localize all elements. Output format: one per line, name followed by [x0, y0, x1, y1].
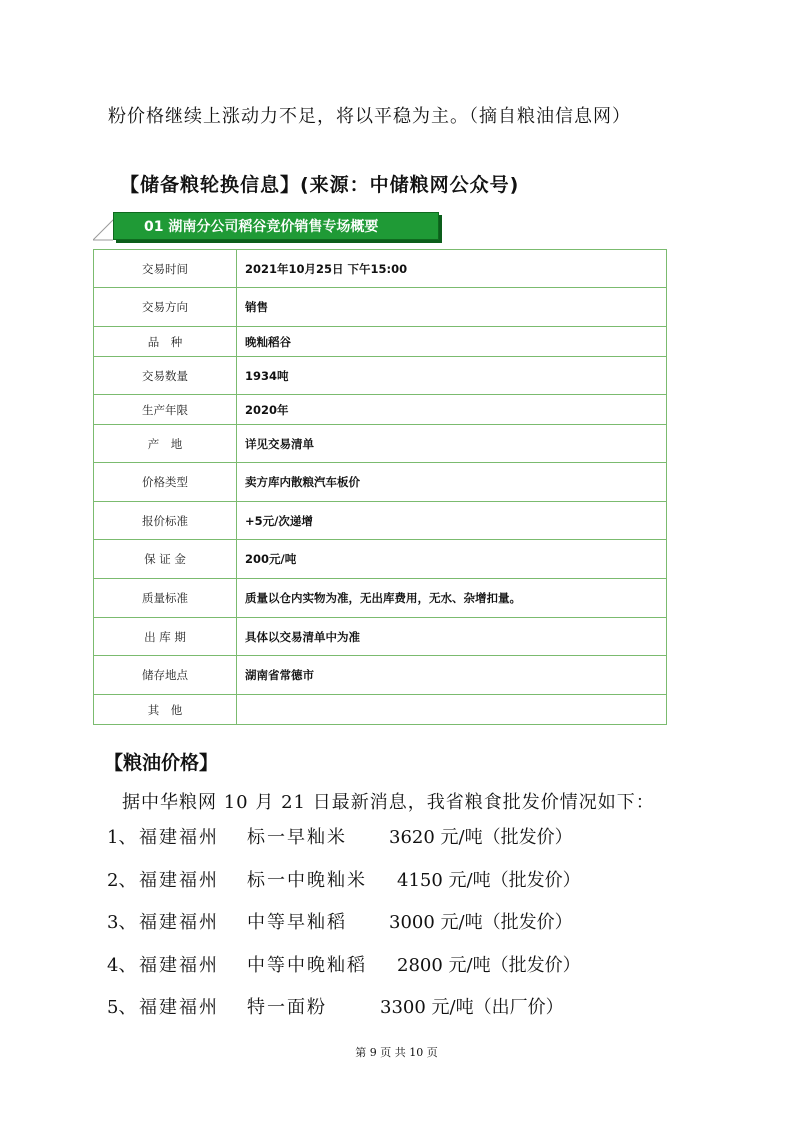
top-paragraph: 粉价格继续上涨动力不足，将以平稳为主。（摘自粮油信息网）	[108, 106, 631, 127]
item-number: 2、	[107, 870, 137, 891]
row-value: 1934吨	[237, 357, 667, 395]
item-price: 3620 元/吨（批发价）	[389, 827, 573, 848]
item-price: 3300 元/吨（出厂价）	[380, 997, 564, 1018]
row-value: 湖南省常德市	[237, 656, 667, 695]
item-variety: 中等中晚籼稻	[247, 955, 367, 976]
item-location: 福建福州	[139, 827, 219, 848]
price-intro: 据中华粮网 10 月 21 日最新消息，我省粮食批发价情况如下：	[122, 792, 655, 813]
price-section-heading: 【粮油价格】	[104, 752, 219, 774]
row-label: 保 证 金	[94, 540, 237, 579]
row-label: 交易方向	[94, 288, 237, 327]
row-value: 详见交易清单	[237, 425, 667, 463]
item-variety: 标一早籼米	[247, 827, 347, 848]
item-price: 2800 元/吨（批发价）	[397, 955, 581, 976]
row-value: 200元/吨	[237, 540, 667, 579]
row-value: 销售	[237, 288, 667, 327]
table-row	[94, 502, 667, 540]
item-number: 5、	[107, 997, 137, 1018]
auction-info-table	[93, 249, 667, 725]
page-footer: 第 9 页 共 10 页	[355, 1046, 438, 1059]
row-label: 产 地	[94, 425, 237, 463]
item-price: 3000 元/吨（批发价）	[389, 912, 573, 933]
item-location: 福建福州	[139, 870, 219, 891]
row-value: 卖方库内散粮汽车板价	[237, 463, 667, 502]
table-row	[94, 288, 667, 327]
item-number: 4、	[107, 955, 137, 976]
row-label: 报价标准	[94, 502, 237, 540]
item-number: 1、	[107, 827, 137, 848]
row-value	[237, 695, 667, 725]
table-row	[94, 250, 667, 288]
row-value: 晚籼稻谷	[237, 327, 667, 357]
table-row	[94, 656, 667, 695]
item-location: 福建福州	[139, 912, 219, 933]
row-label: 质量标准	[94, 579, 237, 618]
table-row	[94, 540, 667, 579]
table-row	[94, 579, 667, 618]
row-value: +5元/次递增	[237, 502, 667, 540]
table-row	[94, 327, 667, 357]
table-row	[94, 695, 667, 725]
row-label: 价格类型	[94, 463, 237, 502]
table-row	[94, 357, 667, 395]
table-row	[94, 425, 667, 463]
table-row	[94, 618, 667, 656]
item-variety: 特一面粉	[247, 997, 327, 1018]
item-location: 福建福州	[139, 997, 219, 1018]
row-label: 其 他	[94, 695, 237, 725]
row-value: 具体以交易清单中为准	[237, 618, 667, 656]
row-value: 质量以仓内实物为准，无出库费用，无水、杂增扣量。	[237, 579, 667, 618]
item-variety: 标一中晚籼米	[247, 870, 367, 891]
row-label: 交易时间	[94, 250, 237, 288]
item-price: 4150 元/吨（批发价）	[397, 870, 581, 891]
table-row	[94, 463, 667, 502]
table-row	[94, 395, 667, 425]
row-value: 2020年	[237, 395, 667, 425]
item-variety: 中等早籼稻	[247, 912, 347, 933]
row-label: 交易数量	[94, 357, 237, 395]
row-label: 出 库 期	[94, 618, 237, 656]
item-location: 福建福州	[139, 955, 219, 976]
row-label: 生产年限	[94, 395, 237, 425]
row-label: 储存地点	[94, 656, 237, 695]
reserve-section-heading: 【储备粮轮换信息】(来源：中储粮网公众号)	[120, 174, 520, 196]
row-value: 2021年10月25日 下午15:00	[237, 250, 667, 288]
auction-banner: 01 湖南分公司稻谷竞价销售专场概要	[113, 212, 439, 240]
row-label: 品 种	[94, 327, 237, 357]
item-number: 3、	[107, 912, 137, 933]
